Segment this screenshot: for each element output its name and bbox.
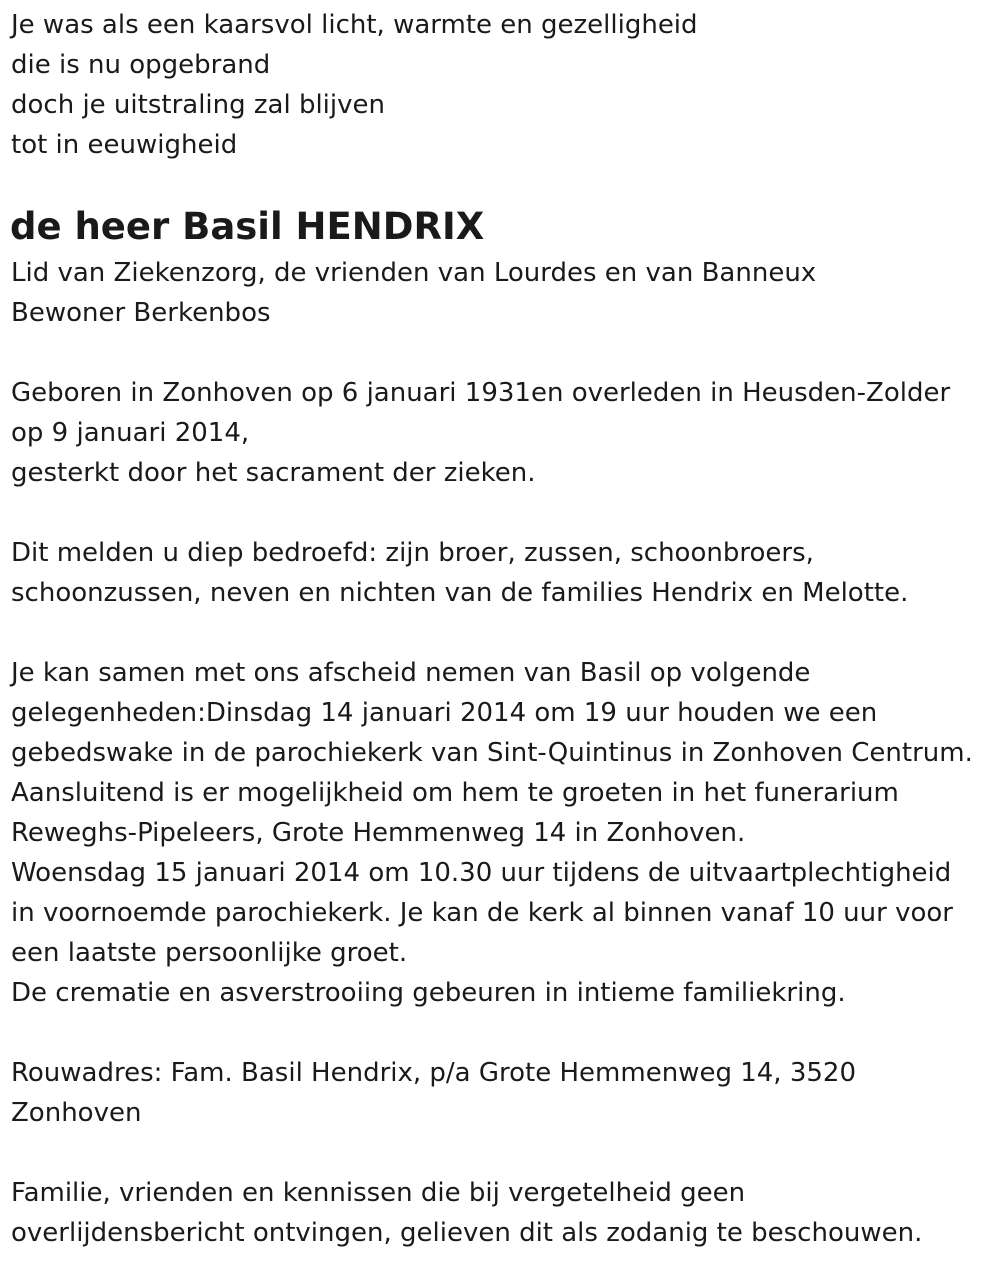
poem-line: doch je uitstraling zal blijven bbox=[11, 90, 385, 120]
paragraph-line: in voornoemde parochiekerk. Je kan de kerk al binnen vanaf 10 uur voor bbox=[11, 898, 953, 928]
paragraph-line: gesterkt door het sacrament der zieken. bbox=[11, 458, 536, 488]
paragraph-line: gelegenheden:Dinsdag 14 januari 2014 om 19 uur houden we een bbox=[11, 698, 878, 728]
paragraph-line: Reweghs-Pipeleers, Grote Hemmenweg 14 in Zonhoven. bbox=[11, 818, 746, 848]
poem-line: tot in eeuwigheid bbox=[11, 130, 238, 160]
residence: Bewoner Berkenbos bbox=[11, 298, 271, 328]
paragraph-line: Woensdag 15 januari 2014 om 10.30 uur tijdens de uitvaartplechtigheid bbox=[11, 858, 952, 888]
paragraph-line: op 9 januari 2014, bbox=[11, 418, 250, 448]
paragraph-line: Aansluitend is er mogelijkheid om hem te groeten in het funerarium bbox=[11, 778, 899, 808]
paragraph-line: Dit melden u diep bedroefd: zijn broer, zussen, schoonbroers, bbox=[11, 538, 814, 568]
poem-line: die is nu opgebrand bbox=[11, 50, 271, 80]
paragraph-line: gebedswake in de parochiekerk van Sint-Quintinus in Zonhoven Centrum. bbox=[11, 738, 973, 768]
paragraph-line: Familie, vrienden en kennissen die bij vergetelheid geen bbox=[11, 1178, 746, 1208]
paragraph-line: overlijdensbericht ontvingen, gelieven dit als zodanig te beschouwen. bbox=[11, 1218, 923, 1248]
poem-line: Je was als een kaarsvol licht, warmte en gezelligheid bbox=[11, 10, 698, 40]
deceased-name: de heer Basil HENDRIX bbox=[10, 205, 485, 248]
paragraph-line: Geboren in Zonhoven op 6 januari 1931en overleden in Heusden-Zolder bbox=[11, 378, 951, 408]
memberships: Lid van Ziekenzorg, de vrienden van Lourdes en van Banneux bbox=[11, 258, 817, 288]
paragraph-line: De crematie en asverstrooiing gebeuren in intieme familiekring. bbox=[11, 978, 846, 1008]
paragraph-line: Rouwadres: Fam. Basil Hendrix, p/a Grote Hemmenweg 14, 3520 bbox=[11, 1058, 856, 1088]
paragraph-line: schoonzussen, neven en nichten van de families Hendrix en Melotte. bbox=[11, 578, 909, 608]
paragraph-line: een laatste persoonlijke groet. bbox=[11, 938, 408, 968]
paragraph-line: Je kan samen met ons afscheid nemen van Basil op volgende bbox=[11, 658, 811, 688]
paragraph-line: Zonhoven bbox=[11, 1098, 142, 1128]
